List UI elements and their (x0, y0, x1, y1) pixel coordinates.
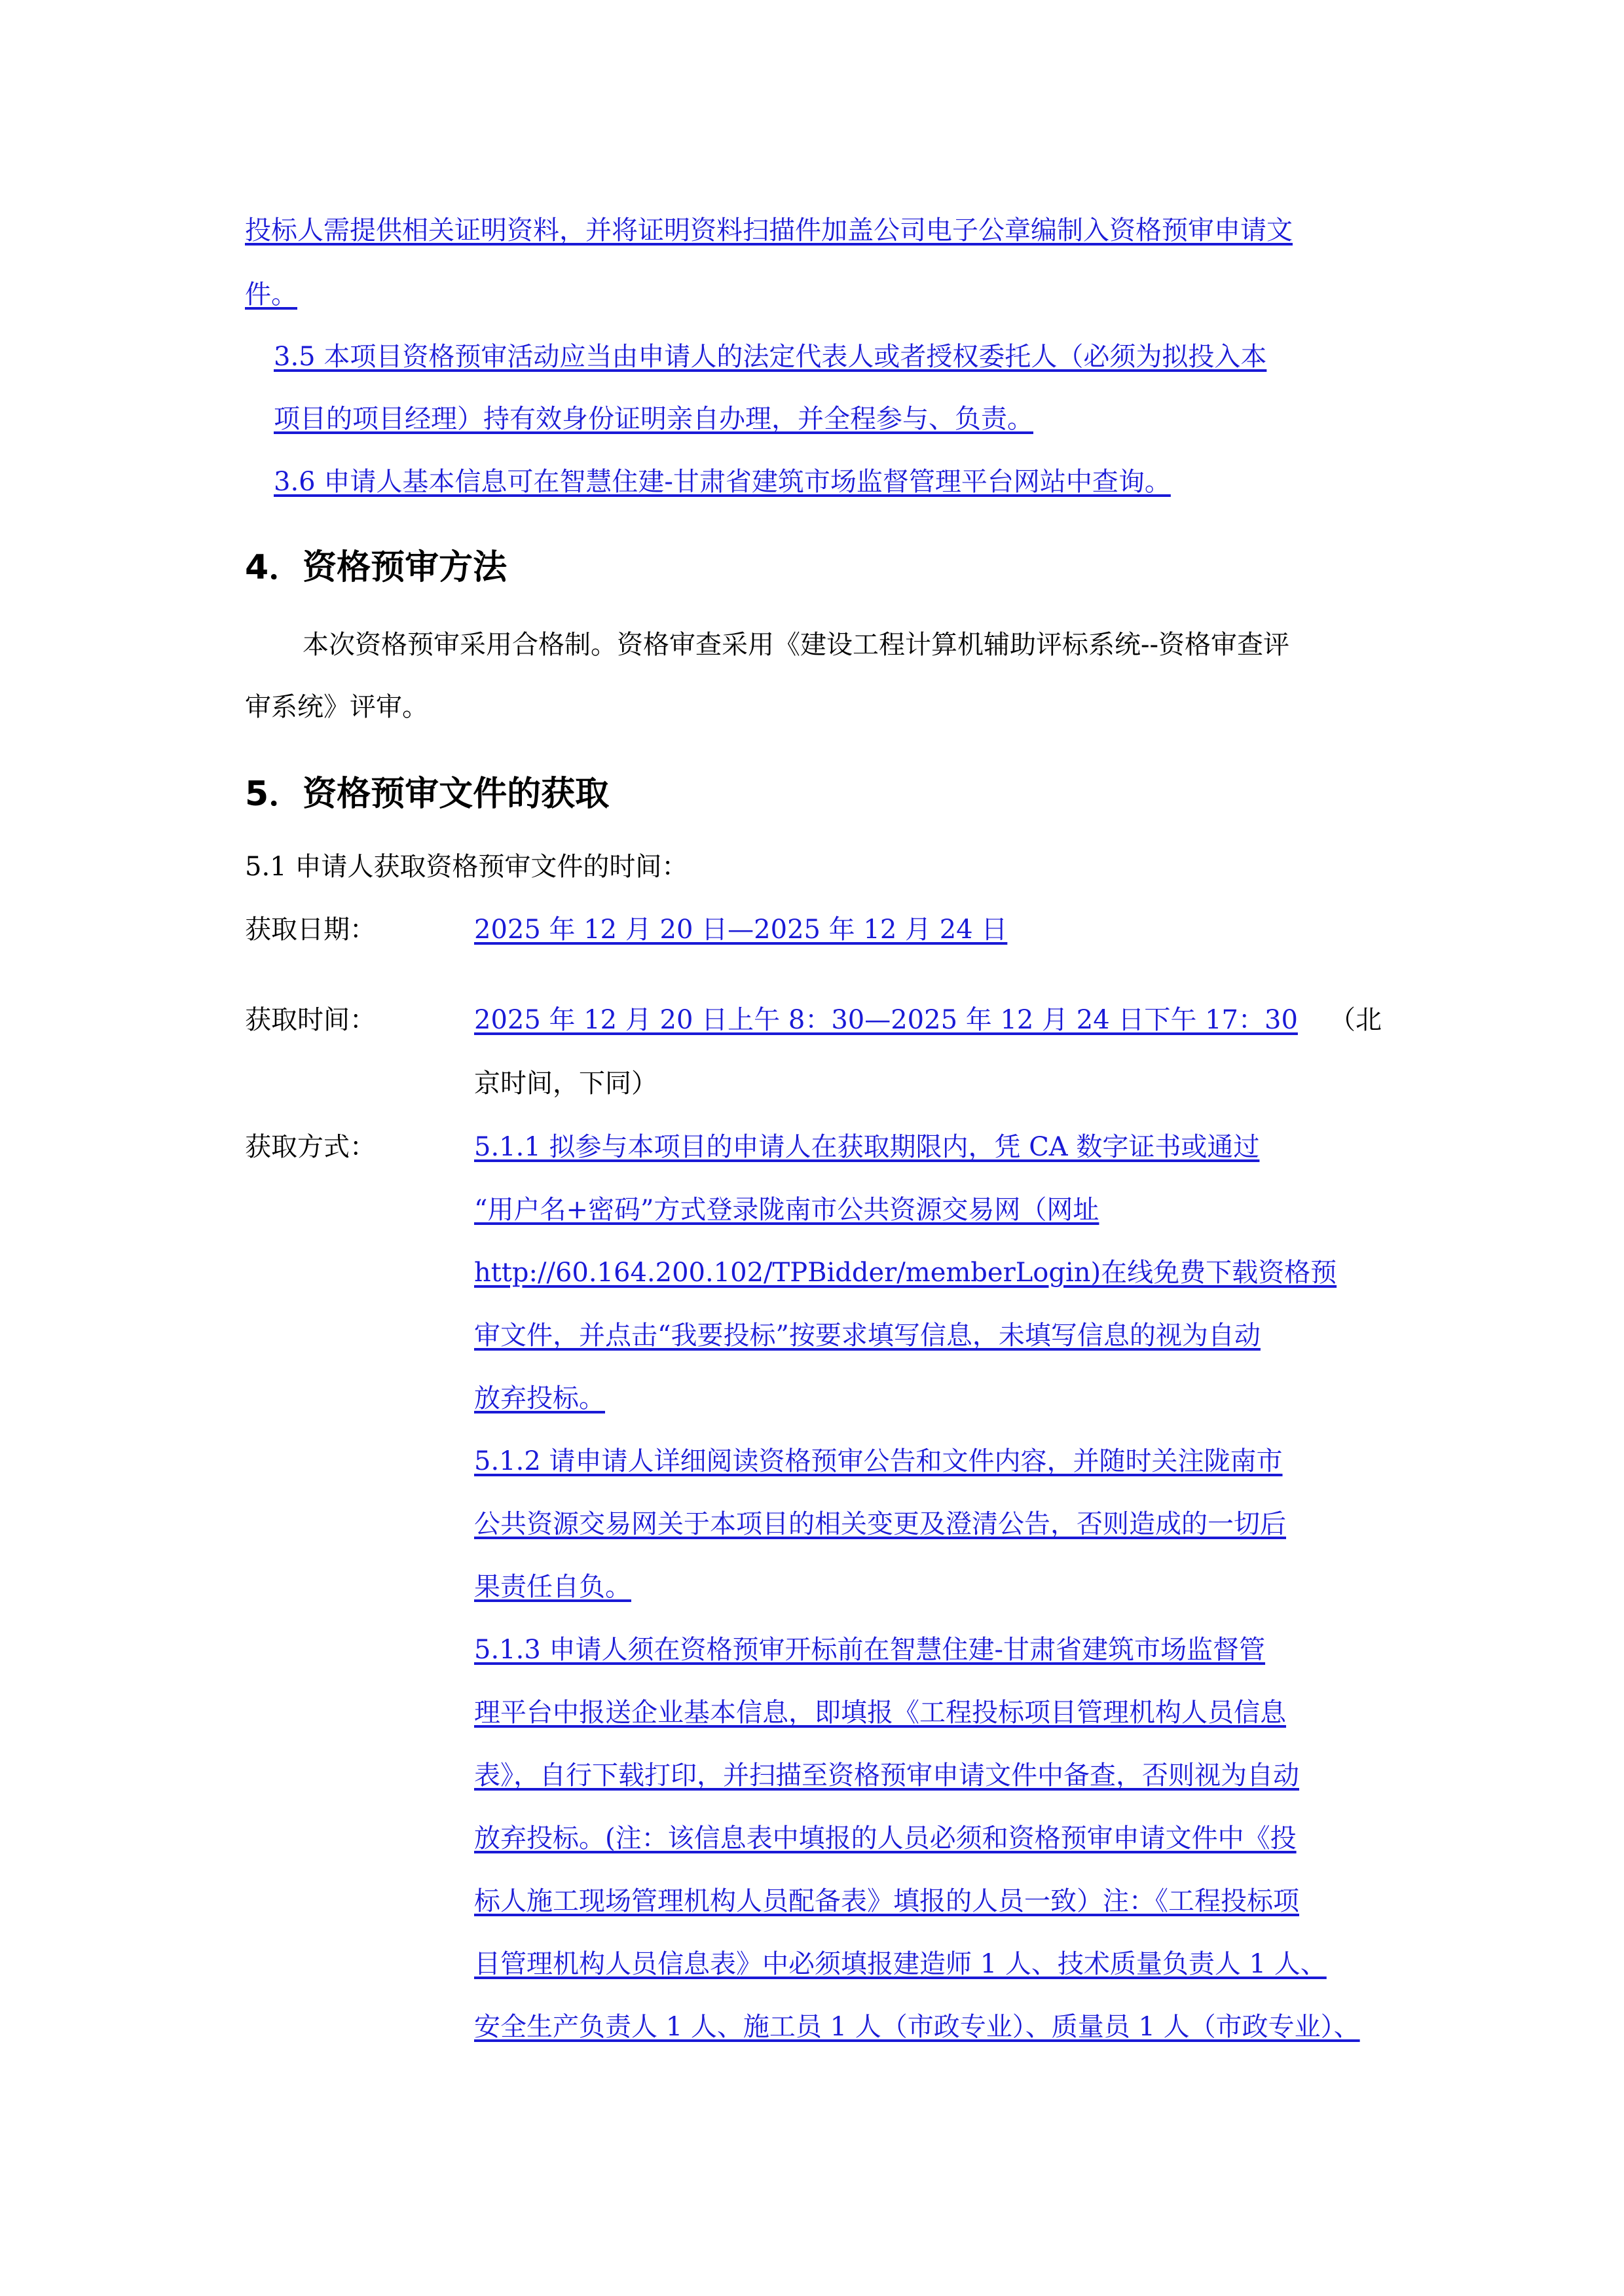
m513-line-7[interactable]: 安全生产负责人 1 人、施工员 1 人（市政专业）、质量员 1 人（市政专业）、 (474, 2012, 1360, 2042)
m512-line-2[interactable]: 公共资源交易网关于本项目的相关变更及澄清公告，否则造成的一切后 (474, 1509, 1286, 1539)
m512-line-1[interactable]: 5.1.2 请申请人详细阅读资格预审公告和文件内容，并随时关注陇南市 (474, 1446, 1283, 1476)
m513-line-6[interactable]: 目管理机构人员信息表》中必须填报建造师 1 人、技术质量负责人 1 人、 (474, 1949, 1327, 1979)
m513-line-1[interactable]: 5.1.3 申请人须在资格预审开标前在智慧住建-甘肃省建筑市场监督管 (474, 1635, 1266, 1665)
m511-line-4[interactable]: 审文件，并点击“我要投标”按要求填写信息，未填写信息的视为自动 (474, 1321, 1261, 1351)
date-value[interactable]: 2025 年 12 月 20 日—2025 年 12 月 24 日 (474, 915, 1008, 945)
item-3-5-line-1[interactable]: 3.5 本项目资格预审活动应当由申请人的法定代表人或者授权委托人（必须为拟投入本 (274, 342, 1267, 372)
s3-line-2[interactable]: 件。 (245, 280, 297, 310)
item-3-6[interactable]: 3.6 申请人基本信息可在智慧住建-甘肃省建筑市场监督管理平台网站中查询。 (274, 467, 1171, 497)
m513-line-2[interactable]: 理平台中报送企业基本信息，即填报《工程投标项目管理机构人员信息 (474, 1698, 1286, 1728)
m511-line-1[interactable]: 5.1.1 拟参与本项目的申请人在获取期限内，凭 CA 数字证书或通过 (474, 1132, 1260, 1162)
time-line-2: 京时间，下同） (474, 1068, 657, 1099)
m513-line-3[interactable]: 表》，自行下载打印，并扫描至资格预审申请文件中备查，否则视为自动 (474, 1760, 1299, 1791)
m513-line-5[interactable]: 标人施工现场管理机构人员配备表》填报的人员一致）注：《工程投标项 (474, 1886, 1299, 1916)
section-4-para-line-1: 本次资格预审采用合格制。资格审查采用《建设工程计算机辅助评标系统--资格审查评 (303, 630, 1290, 660)
sub-5-1: 5.1 申请人获取资格预审文件的时间： (245, 852, 688, 882)
m511-line-5[interactable]: 放弃投标。 (474, 1383, 605, 1413)
time-suffix: （北 (1329, 1005, 1382, 1035)
method-label: 获取方式： (245, 1132, 376, 1162)
m512-line-3[interactable]: 果责任自负。 (474, 1572, 631, 1602)
time-label: 获取时间： (245, 1005, 376, 1035)
section-5-heading: 5．资格预审文件的获取 (245, 774, 610, 814)
m511-line-3[interactable]: http://60.164.200.102/TPBidder/memberLogin)在线免费下载资格预 (474, 1258, 1337, 1288)
s3-line-1[interactable]: 投标人需提供相关证明资料，并将证明资料扫描件加盖公司电子公章编制入资格预审申请文 (245, 215, 1293, 246)
section-4-heading: 4．资格预审方法 (245, 548, 507, 587)
m511-line-2[interactable]: “用户名+密码”方式登录陇南市公共资源交易网（网址 (474, 1195, 1099, 1225)
time-value[interactable]: 2025 年 12 月 20 日上午 8：30—2025 年 12 月 24 日下午 17：30 (474, 1005, 1298, 1035)
section-4-para-line-2: 审系统》评审。 (245, 692, 428, 722)
date-label: 获取日期： (245, 915, 376, 945)
m513-line-4[interactable]: 放弃投标。(注：该信息表中填报的人员必须和资格预审申请文件中《投 (474, 1823, 1297, 1853)
item-3-5-line-2[interactable]: 项目的项目经理）持有效身份证明亲自办理，并全程参与、负责。 (274, 404, 1033, 434)
